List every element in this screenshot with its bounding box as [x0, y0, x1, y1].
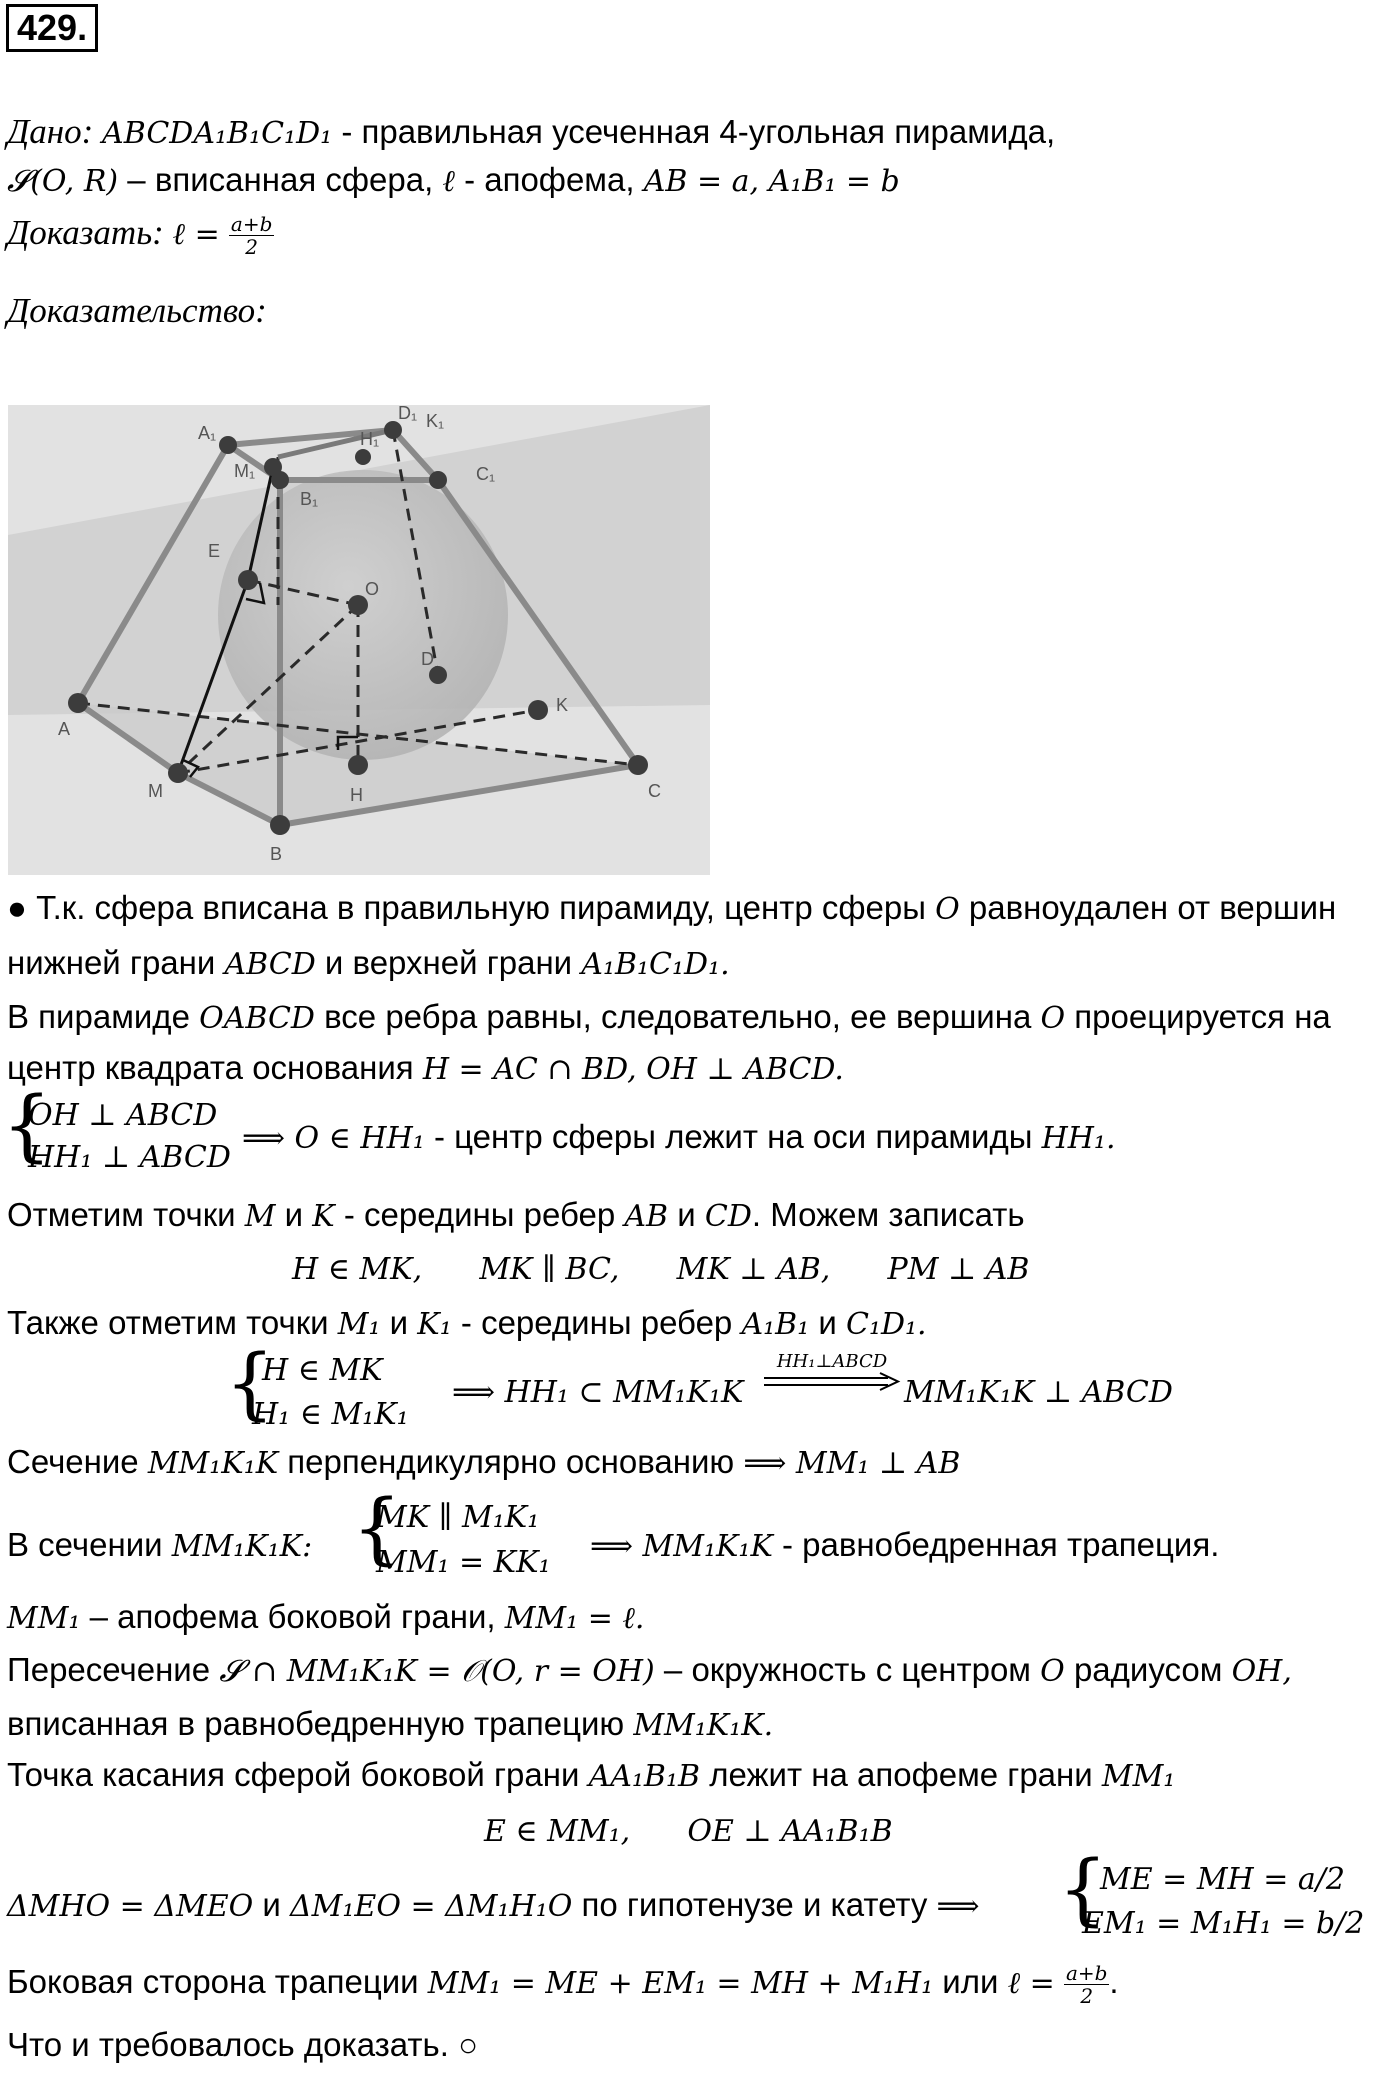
given-pyramid-desc: - правильная усеченная 4-угольная пирамида, — [332, 113, 1056, 150]
truncated-pyramid-figure — [8, 405, 710, 875]
proof-line-2: нижней грани ABCD и верхней грани A₁B₁C₁D₁. — [7, 944, 730, 982]
system-brace-4: { — [1058, 1845, 1108, 1935]
prove-fraction: $\frac{a+b}{2}$ — [230, 212, 273, 259]
label-A1: A₁ — [198, 423, 217, 443]
proof-line-18: Боковая сторона трапеции MM₁ = ME + EM₁ = MH + M₁H₁ или ℓ = $\frac{a+b}{2}$ . — [7, 1961, 1119, 2008]
proof-line-1: ● Т.к. сфера вписана в правильную пирамиду, центр сферы O равноудален от вершин — [7, 889, 1337, 927]
proof-line-10: Сечение MM₁K₁K перпендикулярно основанию ⟹ MM₁ ⊥ AB — [7, 1443, 961, 1481]
system-3-top: MK ∥ M₁K₁ — [376, 1500, 540, 1535]
prove-label: Доказать — [7, 213, 153, 253]
label-B1: B₁ — [300, 489, 319, 509]
prove-line: Доказать: ℓ = $\frac{a+b}{2}$ — [7, 212, 273, 259]
system-1-bottom: HH₁ ⊥ ABCD — [28, 1140, 231, 1175]
proof-relations: H ∈ MK, MK ∥ BC, MK ⊥ AB, PM ⊥ AB — [292, 1252, 1030, 1287]
label-O: O — [365, 579, 380, 599]
proof-line-12: MM₁ – апофема боковой грани, MM₁ = ℓ. — [7, 1598, 645, 1636]
proof-line-8: Также отметим точки M₁ и K₁ - середины ребер A₁B₁ и C₁D₁. — [7, 1304, 927, 1342]
label-E: E — [208, 541, 221, 561]
given-line-1: Дано: ABCDA₁B₁C₁D₁ - правильная усеченная 4-угольная пирамида, — [7, 112, 1056, 151]
system-3-bottom: MM₁ = KK₁ — [376, 1545, 551, 1580]
proof-label: Доказательство: — [7, 291, 267, 330]
label-K: K — [556, 695, 569, 715]
problem-number: 429. — [6, 4, 98, 52]
given-sphere-desc: – вписанная сфера, — [118, 161, 443, 198]
proof-line-13: Пересечение 𝓢 ∩ MM₁K₁K = 𝒪(O, r = OH) – окружность с центром O радиусом OH, — [7, 1651, 1292, 1689]
result-fraction: $\frac{a+b}{2}$ — [1065, 1961, 1108, 2008]
label-C: C — [648, 781, 661, 801]
system-1-top: OH ⊥ ABCD — [28, 1098, 218, 1133]
given-sides: AB = a, A₁B₁ = b — [643, 164, 900, 199]
system-2-conclusion: MM₁K₁K ⊥ ABCD — [904, 1375, 1173, 1410]
given-label: Дано — [7, 112, 82, 151]
system-4-bottom: EM₁ = M₁H₁ = b/2 — [1082, 1906, 1365, 1941]
label-M1: M₁ — [234, 461, 256, 481]
label-H1: H₁ — [360, 429, 380, 449]
proof-line-11: В сечении MM₁K₁K: — [7, 1526, 313, 1564]
proof-line-6: Отметим точки M и K - середины ребер AB и CD. Можем записать — [7, 1196, 1025, 1234]
implies-arrow — [762, 1352, 902, 1397]
proof-line-17: ΔMHO = ΔMEO и ΔM₁EO = ΔM₁H₁O по гипотенузе и катету ⟹ — [7, 1886, 980, 1924]
system-4-top: ME = MH = a/2 — [1100, 1862, 1345, 1897]
system-brace-2: { — [225, 1339, 275, 1429]
system-2-top: H ∈ MK — [262, 1353, 383, 1388]
system-brace-3: { — [352, 1484, 402, 1574]
given-apothem: ℓ — [442, 164, 455, 199]
proof-line-14: вписанная в равнобедренную трапецию MM₁K₁K. — [7, 1705, 774, 1743]
given-apothem-desc: - апофема, — [454, 161, 644, 198]
label-C1: C₁ — [476, 464, 496, 484]
proof-line-15: Точка касания сферой боковой грани AA₁B₁B лежит на апофеме грани MM₁ — [7, 1756, 1176, 1794]
label-M: M — [148, 781, 163, 801]
given-pyramid: ABCDA₁B₁C₁D₁ — [102, 116, 333, 151]
label-D: D — [421, 649, 434, 669]
system-2-result: ⟹ HH₁ ⊂ MM₁K₁K — [452, 1375, 744, 1410]
prove-math: ℓ = — [172, 217, 220, 253]
proof-line-4: центр квадрата основания H = AC ∩ BD, OH ⊥ ABCD. — [7, 1049, 844, 1087]
proof-tangent-relations: E ∈ MM₁, OE ⊥ AA₁B₁B — [484, 1814, 893, 1849]
label-B: B — [270, 844, 283, 864]
arrow-condition: HH₁⊥ABCD — [776, 1351, 888, 1372]
system-3-result: ⟹ MM₁K₁K - равнобедренная трапеция. — [590, 1526, 1220, 1564]
long-implies-arrow — [762, 1372, 902, 1392]
proof-line-3: В пирамиде OABCD все ребра равны, следовательно, ее вершина O проецируется на — [7, 998, 1331, 1036]
given-line-2 — [7, 160, 900, 202]
proof-conclusion: Что и требовалось доказать. ○ — [7, 2026, 479, 2063]
system-1-result: ⟹ O ∈ HH₁ - центр сферы лежит на оси пирамиды HH₁. — [242, 1118, 1116, 1156]
system-2-bottom: H₁ ∈ M₁K₁ — [252, 1397, 409, 1432]
system-brace-1: { — [2, 1081, 52, 1171]
label-K1: K₁ — [426, 411, 445, 431]
given-sphere: 𝓢(O, R) — [7, 164, 119, 199]
label-A: A — [58, 719, 71, 739]
label-D1: D₁ — [398, 405, 418, 423]
label-H: H — [350, 785, 363, 805]
